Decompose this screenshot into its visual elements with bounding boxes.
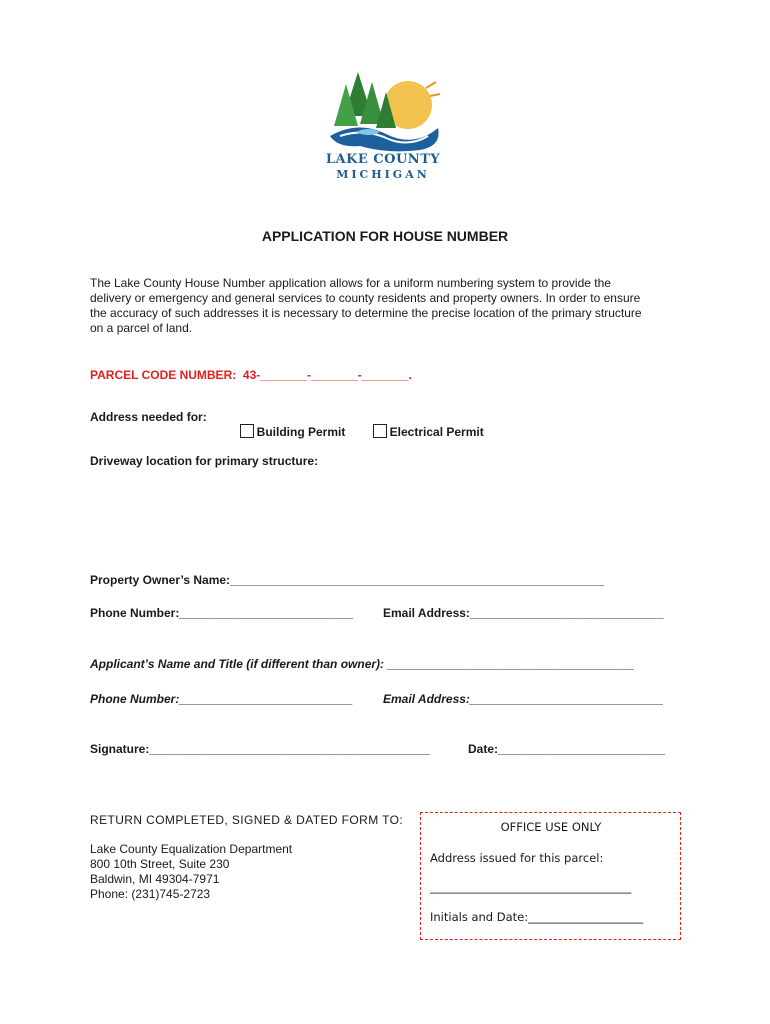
intro-line: the accuracy of such addresses it is necessary to determine the precise location of the primary structure <box>90 306 642 320</box>
building-permit-label: Building Permit <box>256 425 346 439</box>
signature-field[interactable]: Signature:__________________________________________ <box>90 742 430 756</box>
intro-paragraph <box>90 276 680 336</box>
intro-line: The Lake County House Number application allows for a uniform numbering system to provide the <box>90 276 611 290</box>
return-heading: RETURN COMPLETED, SIGNED & DATED FORM TO: <box>90 813 404 827</box>
address-issued-field[interactable]: ___________________________________ <box>430 880 632 894</box>
return-address-line: 800 10th Street, Suite 230 <box>90 857 230 871</box>
logo-text-line2: MICHIGAN <box>336 168 430 181</box>
intro-line: delivery or emergency and general services to county residents and property owners. In order to ensure <box>90 291 641 305</box>
address-needed-label: Address needed for: <box>90 410 207 424</box>
applicant-phone-field[interactable]: Phone Number:__________________________ <box>90 692 353 706</box>
electrical-permit-option[interactable] <box>366 410 484 439</box>
applicant-name-field[interactable]: Applicant’s Name and Title (if different than owner): _____________________________________ <box>90 657 635 671</box>
form-title: APPLICATION FOR HOUSE NUMBER <box>261 228 509 244</box>
electrical-permit-checkbox[interactable] <box>373 424 387 438</box>
building-permit-checkbox[interactable] <box>240 424 254 438</box>
electrical-permit-label: Electrical Permit <box>389 425 484 439</box>
return-address-line: Lake County Equalization Department <box>90 842 293 856</box>
driveway-location-area[interactable] <box>90 472 680 562</box>
return-address-line: Phone: (231)745-2723 <box>90 887 211 901</box>
owner-name-field[interactable]: Property Owner’s Name:________________________________________________________ <box>90 573 604 587</box>
initials-date-field[interactable]: Initials and Date:____________________ <box>430 910 644 924</box>
owner-email-field[interactable]: Email Address:_____________________________ <box>383 606 664 620</box>
date-field[interactable]: Date:_________________________ <box>468 742 665 756</box>
intro-line: on a parcel of land. <box>90 321 193 335</box>
address-issued-label: Address issued for this parcel: <box>430 851 604 865</box>
parcel-code-field[interactable]: PARCEL CODE NUMBER: 43-_______-_______-_______. <box>90 368 412 382</box>
applicant-email-field[interactable]: Email Address:_____________________________ <box>383 692 664 706</box>
driveway-location-label: Driveway location for primary structure: <box>90 454 319 468</box>
logo-text-line1: LAKE COUNTY <box>325 152 441 167</box>
return-address <box>90 842 292 902</box>
owner-phone-field[interactable]: Phone Number:__________________________ <box>90 606 353 620</box>
office-use-heading: OFFICE USE ONLY <box>500 820 602 834</box>
return-address-line: Baldwin, MI 49304-7971 <box>90 872 220 886</box>
building-permit-option[interactable] <box>233 410 345 439</box>
